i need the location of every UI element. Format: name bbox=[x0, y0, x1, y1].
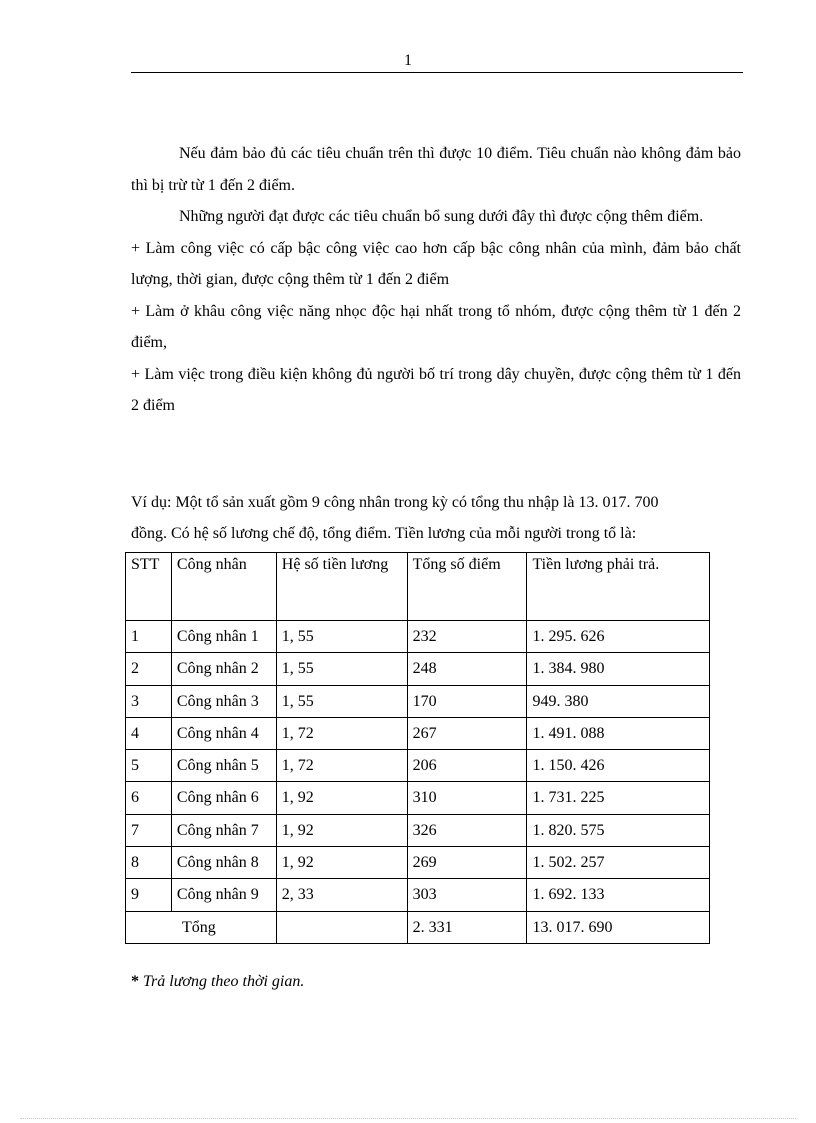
header-stt: STT bbox=[126, 553, 172, 621]
cell-points: 267 bbox=[407, 717, 527, 749]
cell-salary: 1. 820. 575 bbox=[527, 814, 710, 846]
cell-worker: Công nhân 5 bbox=[171, 750, 276, 782]
salary-table bbox=[125, 552, 710, 944]
table-row bbox=[126, 653, 710, 685]
cell-points: 310 bbox=[407, 782, 527, 814]
header-rule bbox=[131, 72, 743, 73]
cell-stt: 5 bbox=[126, 750, 172, 782]
header-worker: Công nhân bbox=[171, 553, 276, 621]
total-coefficient bbox=[276, 911, 407, 943]
table-header-row bbox=[126, 553, 710, 621]
footer-note bbox=[131, 973, 304, 991]
table-row bbox=[126, 847, 710, 879]
table-row bbox=[126, 879, 710, 911]
cell-coefficient: 1, 55 bbox=[276, 685, 407, 717]
table-row bbox=[126, 717, 710, 749]
cell-stt: 9 bbox=[126, 879, 172, 911]
example-line-2: đồng. Có hệ số lương chế độ, tổng điểm. Tiền lương của mỗi người trong tổ là: bbox=[131, 525, 637, 542]
cell-stt: 6 bbox=[126, 782, 172, 814]
cell-worker: Công nhân 7 bbox=[171, 814, 276, 846]
header-coefficient: Hệ số tiền lương bbox=[276, 553, 407, 621]
table-row bbox=[126, 814, 710, 846]
table-total-row bbox=[126, 911, 710, 943]
cell-points: 232 bbox=[407, 621, 527, 653]
paragraph-scoring: Nếu đảm bảo đủ các tiêu chuẩn trên thì được 10 điểm. Tiêu chuẩn nào không đảm bảo thì bị trừ từ 1 đến 2 điểm. bbox=[131, 145, 741, 194]
cell-worker: Công nhân 1 bbox=[171, 621, 276, 653]
cell-stt: 4 bbox=[126, 717, 172, 749]
cell-points: 248 bbox=[407, 653, 527, 685]
cell-worker: Công nhân 9 bbox=[171, 879, 276, 911]
cell-points: 269 bbox=[407, 847, 527, 879]
cell-stt: 8 bbox=[126, 847, 172, 879]
cell-salary: 1. 692. 133 bbox=[527, 879, 710, 911]
cell-salary: 1. 731. 225 bbox=[527, 782, 710, 814]
cell-coefficient: 1, 92 bbox=[276, 814, 407, 846]
footer-note-text: Trả lương theo thời gian. bbox=[143, 973, 305, 990]
cell-coefficient: 1, 72 bbox=[276, 750, 407, 782]
cell-stt: 1 bbox=[126, 621, 172, 653]
paragraph-bonus-2: + Làm ở khâu công việc năng nhọc độc hại nhất trong tổ nhóm, được cộng thêm từ 1 đến 2 điểm, bbox=[131, 302, 741, 351]
total-salary: 13. 017. 690 bbox=[527, 911, 710, 943]
header-points: Tổng số điểm bbox=[407, 553, 527, 621]
cell-points: 326 bbox=[407, 814, 527, 846]
page-bottom-border bbox=[20, 1118, 796, 1119]
table-row bbox=[126, 750, 710, 782]
cell-coefficient: 1, 55 bbox=[276, 653, 407, 685]
cell-worker: Công nhân 4 bbox=[171, 717, 276, 749]
paragraph-bonus-intro: Những người đạt được các tiêu chuẩn bổ sung dưới đây thì được cộng thêm điểm. bbox=[179, 208, 704, 225]
cell-coefficient: 1, 55 bbox=[276, 621, 407, 653]
example-text bbox=[131, 487, 741, 549]
table-row bbox=[126, 782, 710, 814]
cell-coefficient: 2, 33 bbox=[276, 879, 407, 911]
total-points: 2. 331 bbox=[407, 911, 527, 943]
paragraph-bonus-1: + Làm công việc có cấp bậc công việc cao hơn cấp bậc công nhân của mình, đảm bảo chất lượng, thời gian, được cộng thêm từ 1 đến 2 điểm bbox=[131, 239, 741, 288]
cell-coefficient: 1, 92 bbox=[276, 847, 407, 879]
cell-salary: 1. 295. 626 bbox=[527, 621, 710, 653]
cell-points: 170 bbox=[407, 685, 527, 717]
cell-worker: Công nhân 3 bbox=[171, 685, 276, 717]
cell-worker: Công nhân 6 bbox=[171, 782, 276, 814]
cell-salary: 1. 491. 088 bbox=[527, 717, 710, 749]
cell-stt: 2 bbox=[126, 653, 172, 685]
body-text bbox=[131, 138, 741, 422]
cell-salary: 949. 380 bbox=[527, 685, 710, 717]
cell-points: 206 bbox=[407, 750, 527, 782]
paragraph-bonus-3: + Làm việc trong điều kiện không đủ người bố trí trong dây chuyền, được cộng thêm từ 1 đến 2 điểm bbox=[131, 365, 741, 414]
page-number: 1 bbox=[404, 52, 412, 69]
footer-bullet: * bbox=[131, 973, 139, 990]
cell-salary: 1. 150. 426 bbox=[527, 750, 710, 782]
total-label: Tổng bbox=[126, 911, 277, 943]
cell-coefficient: 1, 72 bbox=[276, 717, 407, 749]
cell-salary: 1. 384. 980 bbox=[527, 653, 710, 685]
cell-coefficient: 1, 92 bbox=[276, 782, 407, 814]
cell-worker: Công nhân 8 bbox=[171, 847, 276, 879]
cell-worker: Công nhân 2 bbox=[171, 653, 276, 685]
cell-points: 303 bbox=[407, 879, 527, 911]
cell-salary: 1. 502. 257 bbox=[527, 847, 710, 879]
cell-stt: 7 bbox=[126, 814, 172, 846]
table-row bbox=[126, 685, 710, 717]
example-line-1: Ví dụ: Một tổ sản xuất gồm 9 công nhân trong kỳ có tổng thu nhập là 13. 017. 700 bbox=[131, 494, 659, 511]
table-row bbox=[126, 621, 710, 653]
cell-stt: 3 bbox=[126, 685, 172, 717]
header-salary: Tiền lương phải trả. bbox=[527, 553, 710, 621]
